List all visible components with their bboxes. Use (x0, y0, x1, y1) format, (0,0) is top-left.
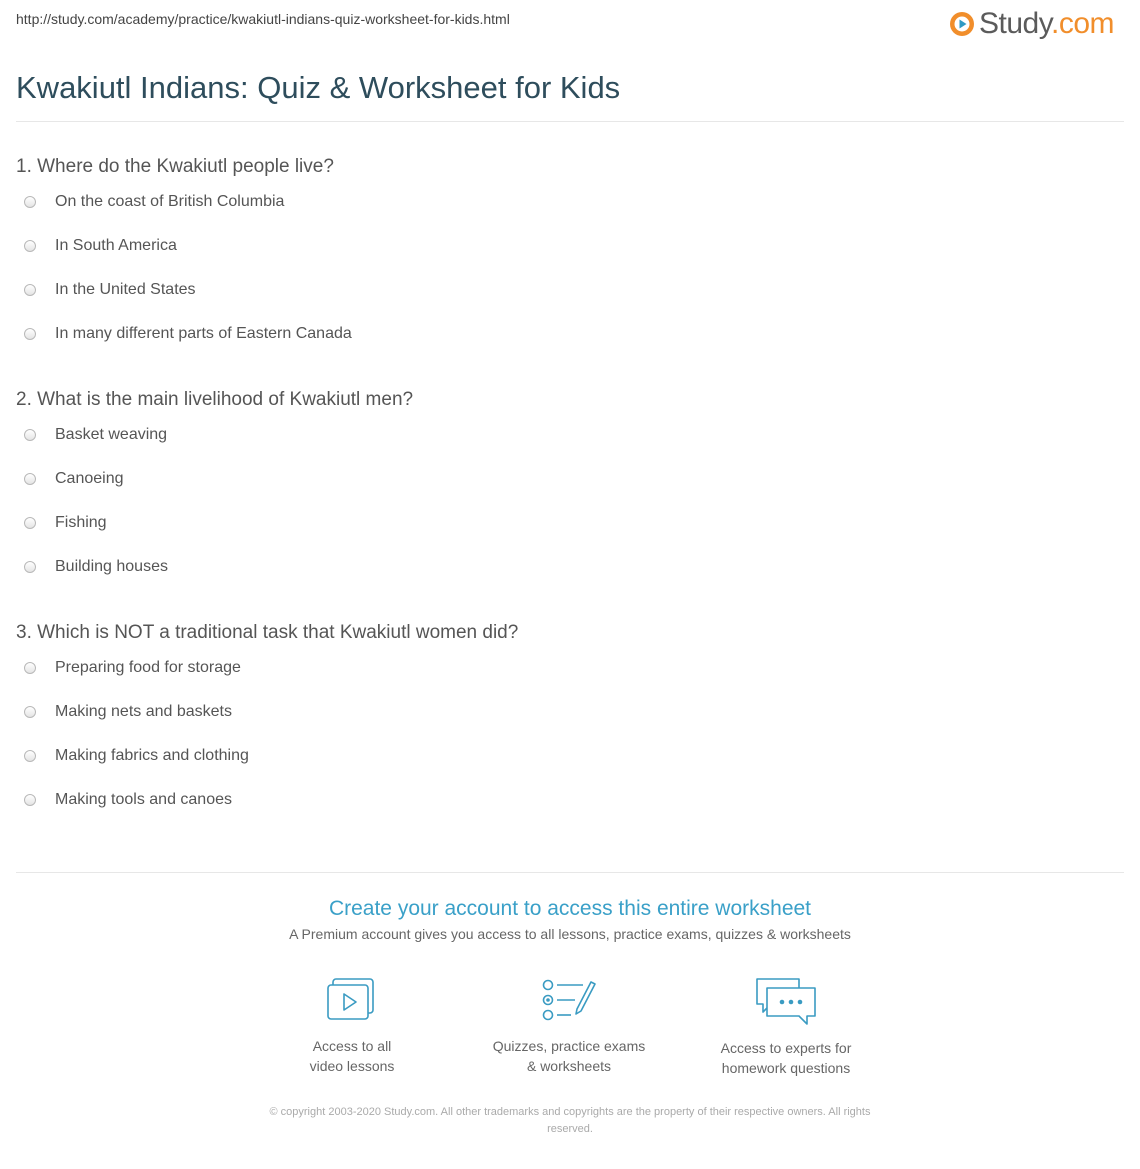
feature-label: Access to experts for homework questions (720, 1040, 852, 1076)
feature-label: Access to all video lessons (309, 1038, 395, 1074)
answer-label: Making fabrics and clothing (55, 747, 249, 764)
answer-label: In the United States (55, 281, 196, 298)
radio-button[interactable] (24, 794, 36, 806)
answer-option[interactable] (16, 703, 1124, 747)
question-title: 2. What is the main livelihood of Kwakiutl men? (16, 389, 414, 410)
feature-label: Quizzes, practice exams & worksheets (492, 1038, 646, 1074)
radio-button[interactable] (24, 196, 36, 208)
answer-label: Building houses (55, 558, 168, 575)
feature-quizzes (474, 976, 664, 1076)
answer-label: On the coast of British Columbia (55, 193, 285, 210)
answer-label: Making tools and canoes (55, 791, 232, 808)
answer-option[interactable] (16, 281, 1124, 325)
radio-button[interactable] (24, 284, 36, 296)
cta-subtitle: A Premium account gives you access to all lessons, practice exams, quizzes & worksheets (289, 926, 851, 942)
answer-option[interactable] (16, 747, 1124, 791)
answer-label: Canoeing (55, 470, 124, 487)
radio-button[interactable] (24, 517, 36, 529)
chat-bubbles-icon (753, 976, 819, 1026)
answer-label: Preparing food for storage (55, 659, 241, 676)
answer-option[interactable] (16, 514, 1124, 558)
radio-button[interactable] (24, 328, 36, 340)
quiz-checklist-icon (541, 976, 597, 1024)
question-3 (16, 620, 1124, 835)
answer-label: Fishing (55, 514, 107, 531)
feature-video-lessons (257, 976, 447, 1076)
radio-button[interactable] (24, 429, 36, 441)
play-circle-icon (949, 11, 975, 37)
feature-experts (691, 976, 881, 1078)
radio-button[interactable] (24, 473, 36, 485)
answer-option[interactable] (16, 193, 1124, 237)
page-title: Kwakiutl Indians: Quiz & Worksheet for Kids (16, 70, 621, 105)
answer-option[interactable] (16, 237, 1124, 281)
quiz-questions (16, 154, 1124, 853)
title-divider (16, 121, 1124, 122)
radio-button[interactable] (24, 662, 36, 674)
copyright-footer: © copyright 2003-2020 Study.com. All other trademarks and copyrights are the property of their respective owners. All rights reserved. (269, 1106, 871, 1135)
signup-cta (0, 896, 1140, 942)
question-2 (16, 387, 1124, 602)
question-1 (16, 154, 1124, 369)
answer-label: Basket weaving (55, 426, 168, 443)
video-lessons-icon (325, 976, 379, 1024)
radio-button[interactable] (24, 240, 36, 252)
page-url: http://study.com/academy/practice/kwakiutl-indians-quiz-worksheet-for-kids.html (16, 11, 510, 27)
radio-button[interactable] (24, 750, 36, 762)
answer-option[interactable] (16, 659, 1124, 703)
question-title: 3. Which is NOT a traditional task that Kwakiutl women did? (16, 622, 519, 643)
radio-button[interactable] (24, 706, 36, 718)
answer-option[interactable] (16, 426, 1124, 470)
answer-label: In South America (55, 237, 177, 254)
study-logo[interactable] (949, 8, 1114, 40)
answer-option[interactable] (16, 791, 1124, 835)
answer-option[interactable] (16, 325, 1124, 369)
cta-divider (16, 872, 1124, 873)
answer-label: In many different parts of Eastern Canada (55, 325, 352, 342)
answer-option[interactable] (16, 558, 1124, 602)
logo-text: Study.com (978, 7, 1114, 40)
cta-link[interactable]: Create your account to access this entire worksheet (328, 897, 812, 920)
radio-button[interactable] (24, 561, 36, 573)
answer-option[interactable] (16, 470, 1124, 514)
question-title: 1. Where do the Kwakiutl people live? (16, 156, 334, 177)
answer-label: Making nets and baskets (55, 703, 232, 720)
